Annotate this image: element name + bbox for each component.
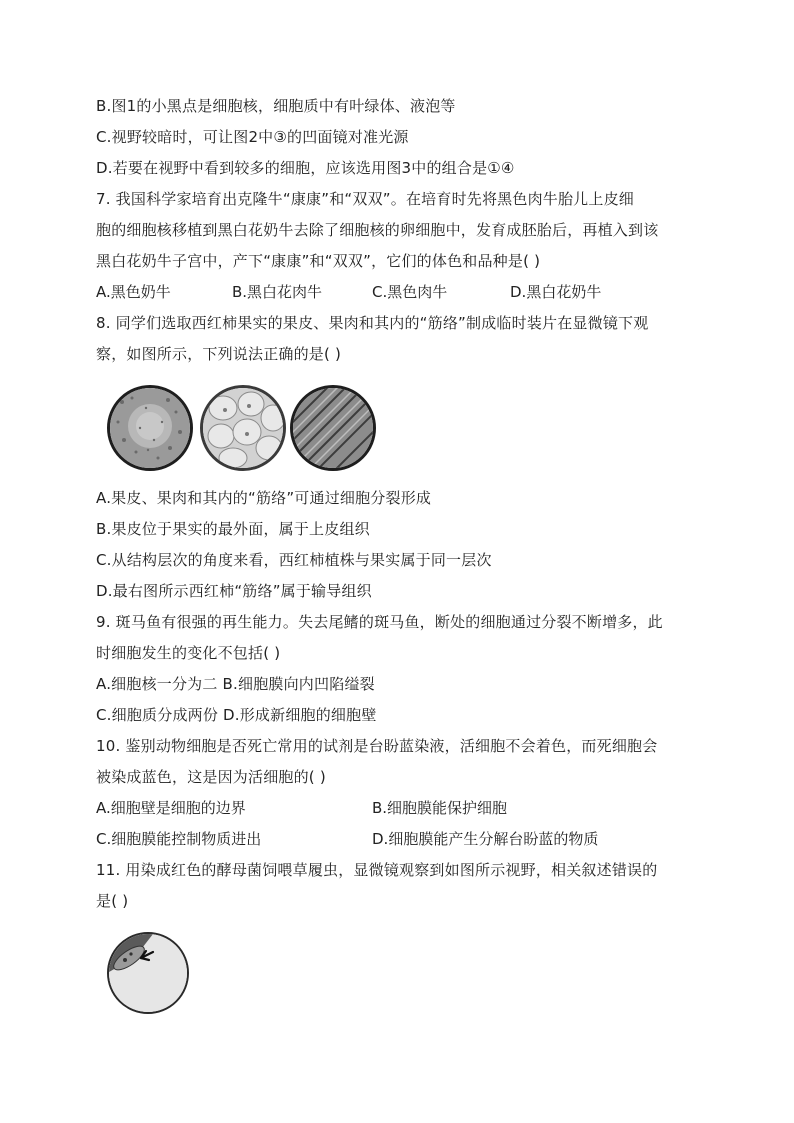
question-8-text-1: 8. 同学们选取西红柿果实的果皮、果肉和其内的“筋络”制成临时装片在显微镜下观 xyxy=(96,314,649,332)
line-d-option: D.若要在视野中看到较多的细胞，应该选用图3中的组合是①④ xyxy=(96,159,515,177)
question-10-text-1: 10. 鉴别动物细胞是否死亡常用的试剂是台盼蓝染液，活细胞不会着色，而死细胞会 xyxy=(96,737,658,755)
question-9-options-ab: A.细胞核一分为二 B.细胞膜向内凹陷缢裂 xyxy=(96,675,375,693)
question-8-option-b: B.果皮位于果实的最外面，属于上皮组织 xyxy=(96,520,370,538)
question-8-option-d: D.最右图所示西红柿“筋络”属于输导组织 xyxy=(96,582,372,600)
micrograph-peel xyxy=(107,385,193,471)
micrograph-flesh xyxy=(200,385,286,471)
question-8-option-c: C.从结构层次的角度来看，西红柿植株与果实属于同一层次 xyxy=(96,551,492,569)
question-11-text-1: 11. 用染成红色的酵母菌饲喂草履虫，显微镜观察到如图所示视野，相关叙述错误的 xyxy=(96,861,658,879)
question-7-text-1: 7. 我国科学家培育出克隆牛“康康”和“双双”。在培育时先将黑色肉牛胎儿上皮细 xyxy=(96,190,634,208)
question-9-options-cd: C.细胞质分成两份 D.形成新细胞的细胞壁 xyxy=(96,706,377,724)
line-b-option: B.图1的小黑点是细胞核，细胞质中有叶绿体、液泡等 xyxy=(96,97,456,115)
micrograph-vascular-strand xyxy=(290,385,376,471)
q10-option-d: D.细胞膜能产生分解台盼蓝的物质 xyxy=(372,830,599,848)
q10-option-c: C.细胞膜能控制物质进出 xyxy=(96,830,262,848)
question-7-text-2: 胞的细胞核移植到黑白花奶牛去除了细胞核的卵细胞中，发育成胚胎后，再植入到该 xyxy=(96,221,659,239)
question-8-option-a: A.果皮、果肉和其内的“筋络”可通过细胞分裂形成 xyxy=(96,489,432,507)
q10-option-a: A.细胞壁是细胞的边界 xyxy=(96,799,246,817)
q7-option-c: C.黑色肉牛 xyxy=(372,283,448,301)
q7-option-a: A.黑色奶牛 xyxy=(96,283,171,301)
q7-option-d: D.黑白花奶牛 xyxy=(510,283,602,301)
q7-option-b: B.黑白花肉牛 xyxy=(232,283,323,301)
question-8-text-2: 察，如图所示，下列说法正确的是( ) xyxy=(96,345,342,363)
question-9-text-1: 9. 斑马鱼有很强的再生能力。失去尾鳍的斑马鱼，断处的细胞通过分裂不断增多，此 xyxy=(96,613,663,631)
question-7-text-3: 黑白花奶牛子宫中，产下“康康”和“双双”，它们的体色和品种是( ) xyxy=(96,252,541,270)
question-10-text-2: 被染成蓝色，这是因为活细胞的( ) xyxy=(96,768,326,786)
line-c-option: C.视野较暗时，可让图2中③的凹面镜对准光源 xyxy=(96,128,409,146)
question-9-text-2: 时细胞发生的变化不包括( ) xyxy=(96,644,281,662)
q10-option-b: B.细胞膜能保护细胞 xyxy=(372,799,508,817)
question-11-text-2: 是( ) xyxy=(96,892,129,910)
micrograph-paramecium xyxy=(107,932,189,1014)
